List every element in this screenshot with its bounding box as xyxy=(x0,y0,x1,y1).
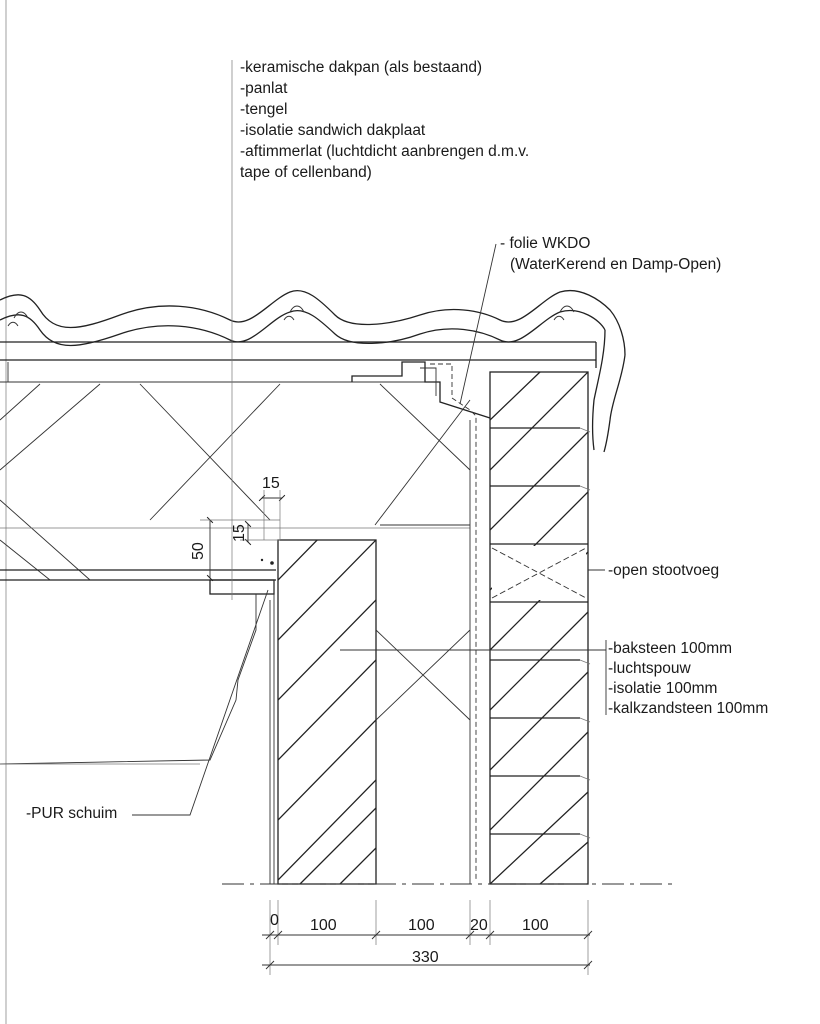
roof-layer-1: -keramische dakpan (als bestaand) xyxy=(240,59,483,76)
dim-bottom-100-b: 100 xyxy=(408,917,435,934)
roof-insulation-crosses xyxy=(0,384,470,580)
outer-brick-wall xyxy=(490,372,590,884)
roof-layer-6: tape of cellenband) xyxy=(240,164,372,181)
roof-layer-3: -tengel xyxy=(240,101,288,118)
dim-bottom-100-a: 100 xyxy=(310,917,337,934)
cavity-insulation xyxy=(376,420,470,884)
dim-50: 50 xyxy=(190,542,207,560)
wall-layer-4: -kalkzandsteen 100mm xyxy=(608,700,769,717)
dim-bottom-0: 0 xyxy=(270,912,279,929)
wall-plate xyxy=(0,570,276,764)
dim-15-side: 15 xyxy=(231,524,248,542)
roof-layer-2: -panlat xyxy=(240,80,288,97)
dim-bottom-20: 20 xyxy=(470,917,488,934)
dim-15-top: 15 xyxy=(262,475,280,492)
wall-layer-2: -luchtspouw xyxy=(608,660,691,677)
open-joint-label: -open stootvoeg xyxy=(608,562,720,579)
inner-wall xyxy=(270,480,376,884)
wall-layer-labels xyxy=(608,640,768,717)
dim-total-330: 330 xyxy=(412,949,439,966)
foil-label-line-2: (WaterKerend en Damp-Open) xyxy=(510,256,722,273)
roof-layer-4: -isolatie sandwich dakplaat xyxy=(240,122,426,139)
pur-foam-label: -PUR schuim xyxy=(26,805,118,822)
dim-bottom-100-c: 100 xyxy=(522,917,549,934)
roof-layer-labels xyxy=(240,59,529,181)
foil-label-line-1: - folie WKDO xyxy=(500,235,591,252)
roof-layer-5: -aftimmerlat (luchtdicht aanbrengen d.m.v. xyxy=(240,143,530,160)
wall-layer-3: -isolatie 100mm xyxy=(608,680,718,697)
wall-layer-1: -baksteen 100mm xyxy=(608,640,733,657)
